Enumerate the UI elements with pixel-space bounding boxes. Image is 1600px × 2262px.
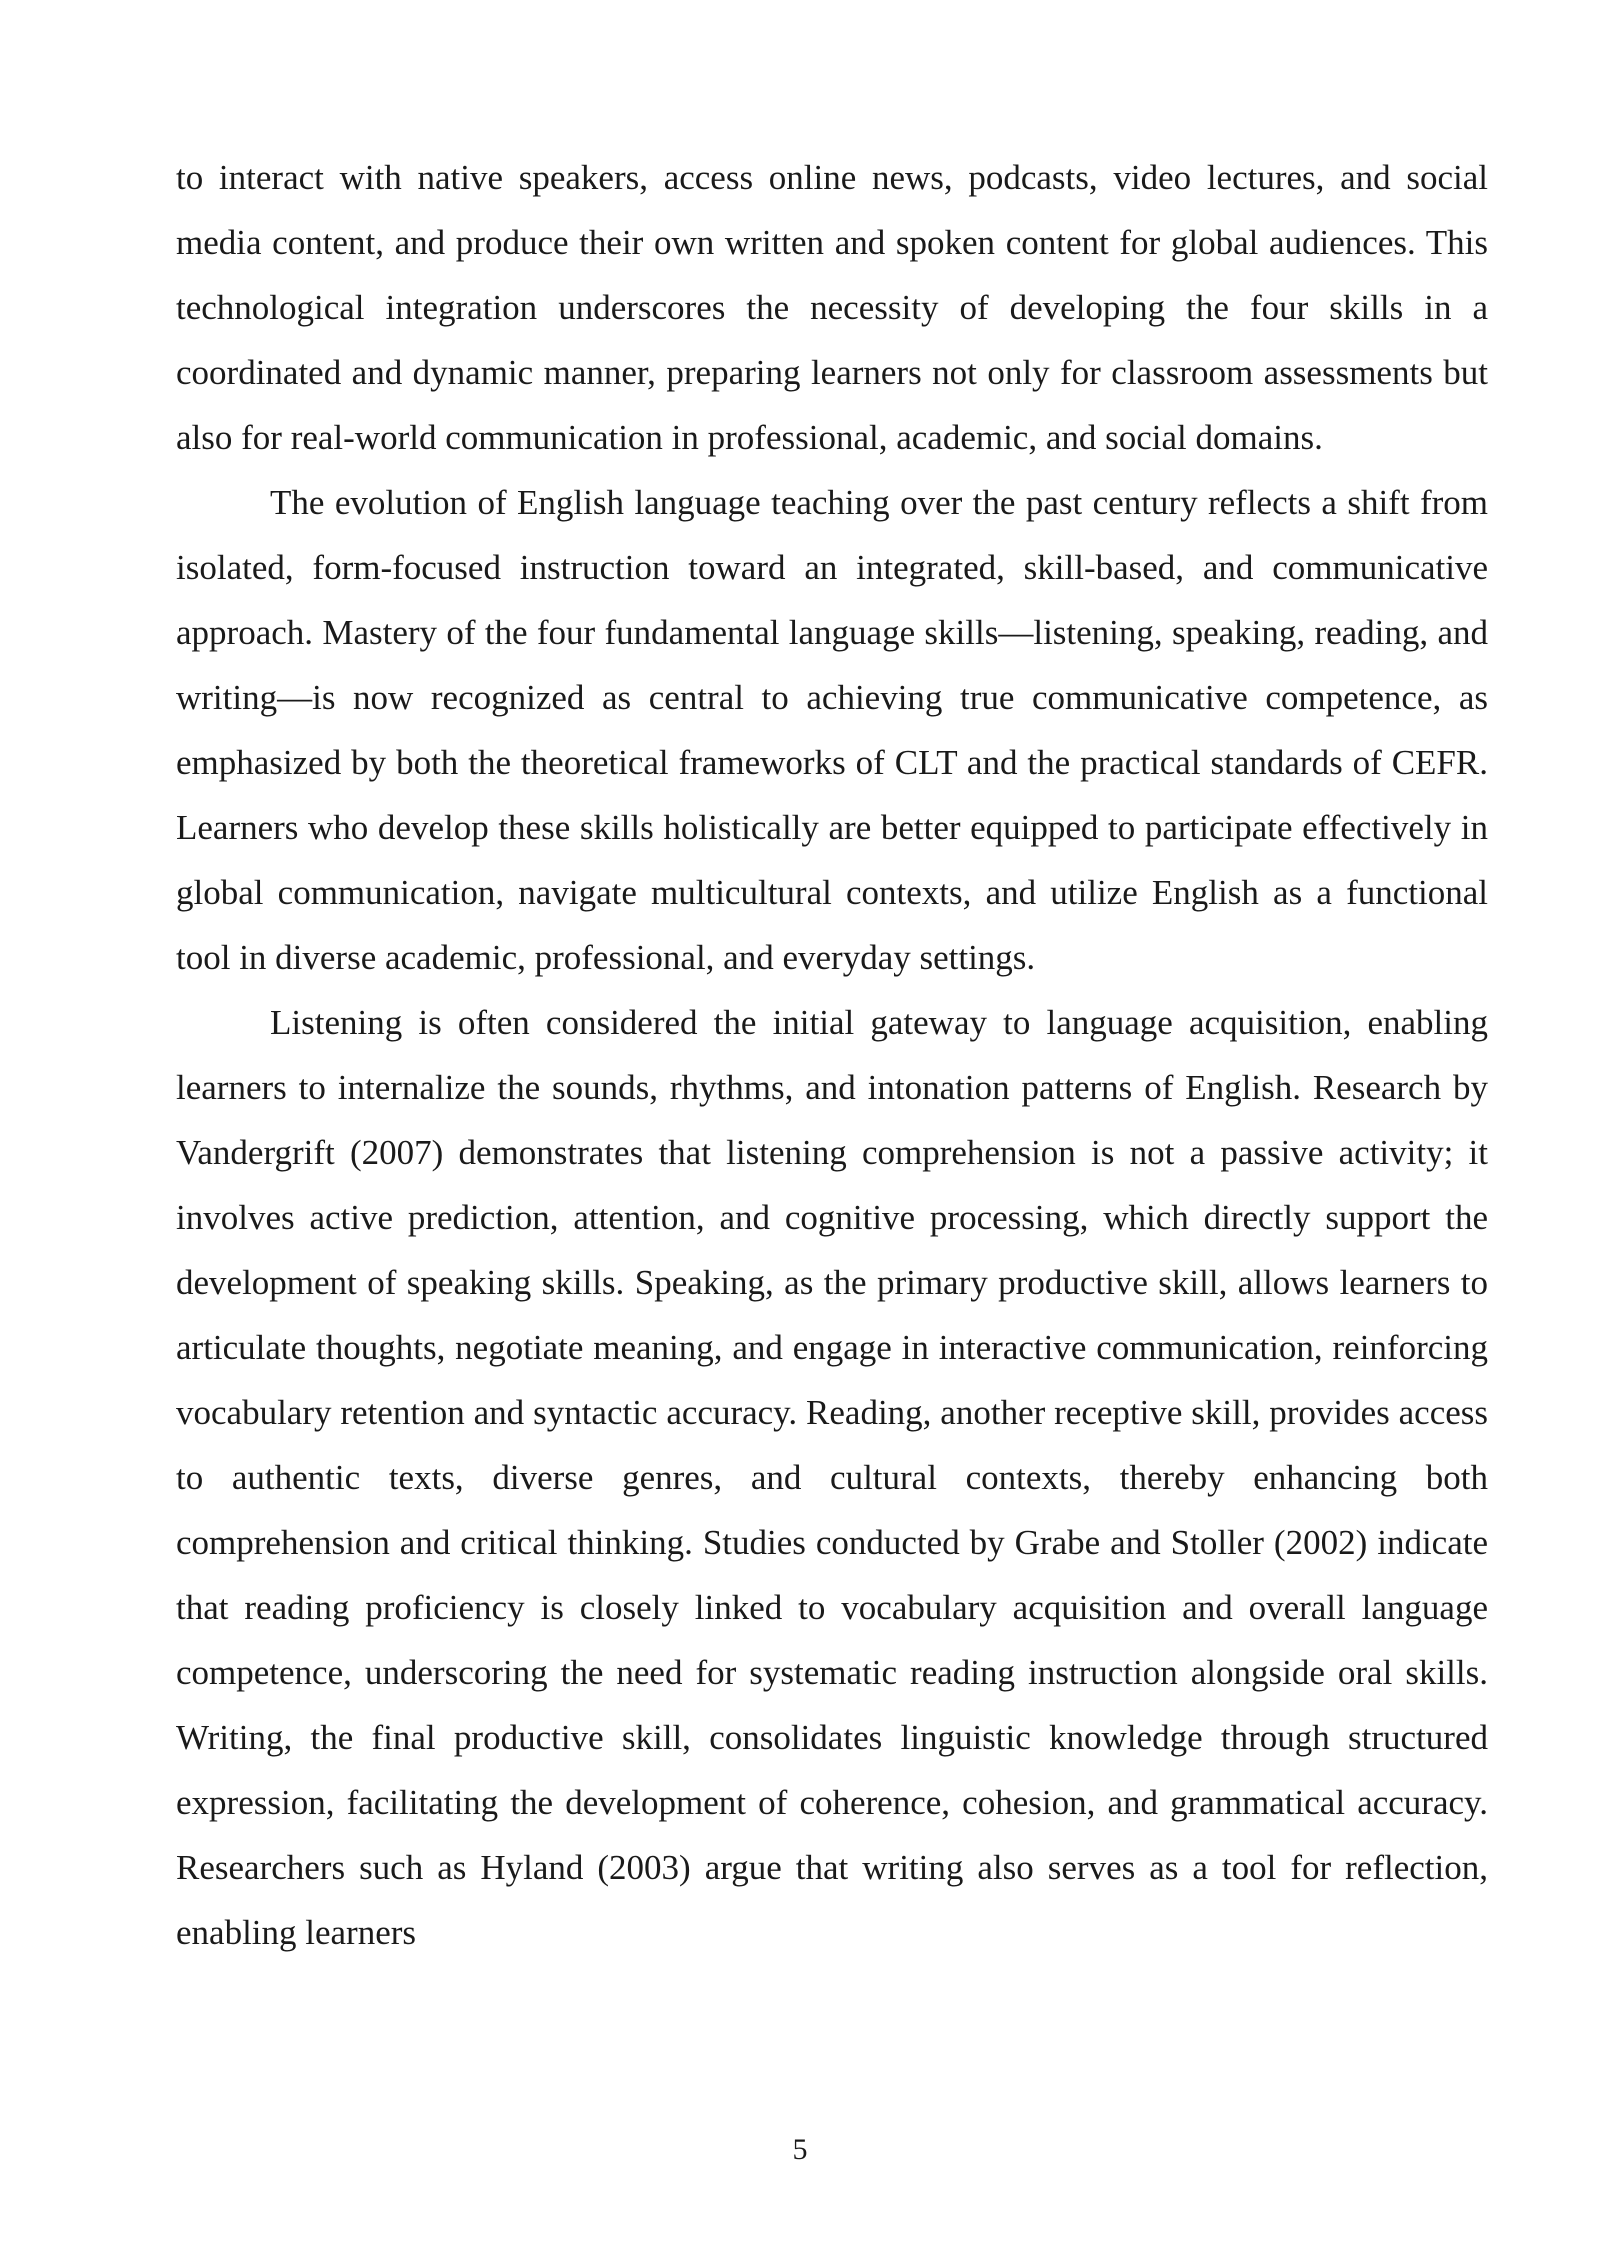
paragraph-elt-evolution: The evolution of English language teaching over the past century reflects a shift from isolated, form-focused instruction toward an integrated, skill-based, and communicative approach. Mastery of the four fundamental language skills—listening, speaking, reading, and writing—is now recognized as central to achieving true communicative competence, as emphasized by both the theoretical frameworks of CLT and the practical standards of CEFR. Learners who develop these skills holistically are better equipped to participate effectively in global communication, navigate multicultural contexts, and utilize English as a functional tool in diverse academic, professional, and everyday settings. — [176, 483, 1488, 977]
paragraph-continuation: to interact with native speakers, access online news, podcasts, video lectures, and social media content, and produce their own written and spoken content for global audiences. This technological integration underscores the necessity of developing the four skills in a coordinated and dynamic manner, preparing learners not only for classroom assessments but also for real-world communication in professional, academic, and social domains. — [176, 158, 1488, 457]
page-number: 5 — [792, 2133, 808, 2166]
document-body — [176, 145, 1488, 1965]
paragraph-four-skills: Listening is often considered the initial gateway to language acquisition, enabling learners to internalize the sounds, rhythms, and intonation patterns of English. Research by Vandergrift (2007) demonstrates that listening comprehension is not a passive activity; it involves active prediction, attention, and cognitive processing, which directly support the development of speaking skills. Speaking, as the primary productive skill, allows learners to articulate thoughts, negotiate meaning, and engage in interactive communication, reinforcing vocabulary retention and syntactic accuracy. Reading, another receptive skill, provides access to authentic texts, diverse genres, and cultural contexts, thereby enhancing both comprehension and critical thinking. Studies conducted by Grabe and Stoller (2002) indicate that reading proficiency is closely linked to vocabulary acquisition and overall language competence, underscoring the need for systematic reading instruction alongside oral skills. Writing, the final productive skill, consolidates linguistic knowledge through structured expression, facilitating the development of coherence, cohesion, and grammatical accuracy. Researchers such as Hyland (2003) argue that writing also serves as a tool for reflection, enabling learners — [176, 1003, 1488, 1952]
